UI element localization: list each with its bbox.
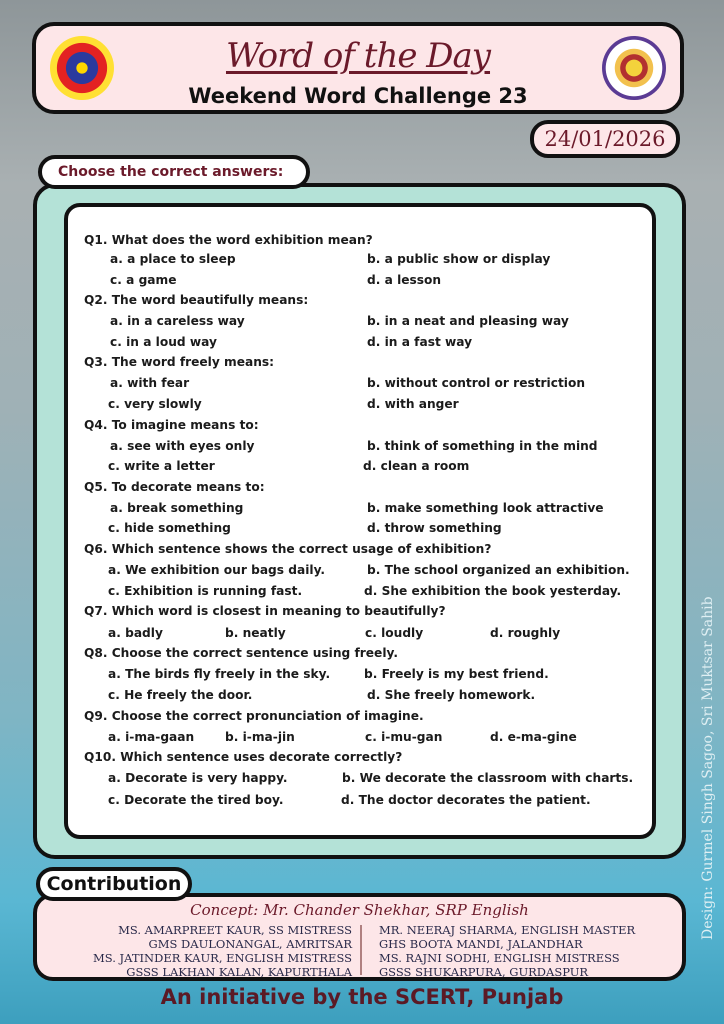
answer-option[interactable]: c. loudly (365, 626, 424, 640)
question-text: Q10. Which sentence uses decorate correctly? (84, 750, 403, 764)
contributor-name: MR. NEERAJ SHARMA, ENGLISH MASTER (379, 923, 636, 937)
contributor-school: GHS BOOTA MANDI, JALANDHAR (379, 937, 583, 951)
contributor-school: GSSS LAKHAN KALAN, KAPURTHALA (126, 965, 352, 979)
question-text: Q7. Which word is closest in meaning to beautifully? (84, 604, 446, 618)
question-text: Q5. To decorate means to: (84, 480, 265, 494)
contribution-label: Contribution (36, 867, 192, 901)
question-text: Q6. Which sentence shows the correct usage of exhibition? (84, 542, 492, 556)
question-text: Q1. What does the word exhibition mean? (84, 233, 373, 247)
answer-option[interactable]: b. a public show or display (367, 252, 551, 266)
contributor-school: GMS DAULONANGAL, AMRITSAR (148, 937, 352, 951)
answer-option[interactable]: b. without control or restriction (367, 376, 586, 390)
contributor-name: MS. AMARPREET KAUR, SS MISTRESS (118, 923, 352, 937)
answer-option[interactable]: c. Decorate the tired boy. (108, 793, 284, 807)
answer-option[interactable]: d. clean a room (363, 459, 470, 473)
answer-option[interactable]: c. write a letter (108, 459, 215, 473)
answer-option[interactable]: d. She exhibition the book yesterday. (364, 584, 622, 598)
answer-option[interactable]: a. badly (108, 626, 163, 640)
answer-option[interactable]: d. with anger (367, 397, 459, 411)
answer-option[interactable]: a. i-ma-gaan (108, 730, 195, 744)
answer-option[interactable]: b. Freely is my best friend. (364, 667, 549, 681)
answer-option[interactable]: d. throw something (367, 521, 502, 535)
question-text: Q3. The word freely means: (84, 355, 275, 369)
answer-option[interactable]: b. in a neat and pleasing way (367, 314, 569, 328)
header-banner (32, 22, 684, 114)
concept-credit: Concept: Mr. Chander Shekhar, SRP English (190, 901, 529, 919)
answer-option[interactable]: c. Exhibition is running fast. (108, 584, 303, 598)
answer-option[interactable]: b. We decorate the classroom with charts. (342, 771, 634, 785)
design-credit: Design: Gurmel Singh Sagoo, Sri Muktsar Sahib (700, 596, 716, 940)
answer-option[interactable]: c. a game (110, 273, 177, 287)
answer-option[interactable]: d. She freely homework. (367, 688, 536, 702)
page-subtitle: Weekend Word Challenge 23 (188, 84, 528, 108)
page-title: Word of the Day (225, 36, 491, 76)
question-text: Q4. To imagine means to: (84, 418, 259, 432)
answer-option[interactable]: a. Decorate is very happy. (108, 771, 288, 785)
answer-option[interactable]: a. The birds fly freely in the sky. (108, 667, 331, 681)
answer-option[interactable]: b. make something look attractive (367, 501, 604, 515)
answer-option[interactable]: c. i-mu-gan (365, 730, 443, 744)
answer-option[interactable]: a. break something (110, 501, 244, 515)
answer-option[interactable]: d. roughly (490, 626, 561, 640)
answer-option[interactable]: c. hide something (108, 521, 231, 535)
divider (360, 925, 362, 975)
contributor-name: MS. JATINDER KAUR, ENGLISH MISTRESS (93, 951, 352, 965)
answer-option[interactable]: b. i-ma-jin (225, 730, 295, 744)
answer-option[interactable]: a. a place to sleep (110, 252, 236, 266)
answer-option[interactable]: a. see with eyes only (110, 439, 255, 453)
footer-initiative: An initiative by the SCERT, Punjab (160, 985, 564, 1009)
answer-option[interactable]: a. with fear (110, 376, 190, 390)
answer-option[interactable]: d. The doctor decorates the patient. (341, 793, 591, 807)
answer-option[interactable]: c. He freely the door. (108, 688, 253, 702)
date-badge: 24/01/2026 (530, 120, 680, 158)
instructions-label: Choose the correct answers: (38, 155, 310, 189)
answer-option[interactable]: a. We exhibition our bags daily. (108, 563, 326, 577)
answer-option[interactable]: c. in a loud way (110, 335, 217, 349)
answer-option[interactable]: b. The school organized an exhibition. (367, 563, 630, 577)
answer-option[interactable]: c. very slowly (108, 397, 202, 411)
answer-option[interactable]: d. e-ma-gine (490, 730, 577, 744)
question-text: Q8. Choose the correct sentence using freely. (84, 646, 398, 660)
question-text: Q2. The word beautifully means: (84, 293, 309, 307)
english-circles-logo (602, 36, 666, 100)
answer-option[interactable]: d. in a fast way (367, 335, 473, 349)
answer-option[interactable]: d. a lesson (367, 273, 442, 287)
answer-option[interactable]: b. neatly (225, 626, 286, 640)
contributor-name: MS. RAJNI SODHI, ENGLISH MISTRESS (379, 951, 620, 965)
contribution-box (33, 893, 686, 981)
question-text: Q9. Choose the correct pronunciation of imagine. (84, 709, 424, 723)
contributor-school: GSSS SHUKARPURA, GURDASPUR (379, 965, 589, 979)
answer-option[interactable]: a. in a careless way (110, 314, 245, 328)
answer-option[interactable]: b. think of something in the mind (367, 439, 598, 453)
